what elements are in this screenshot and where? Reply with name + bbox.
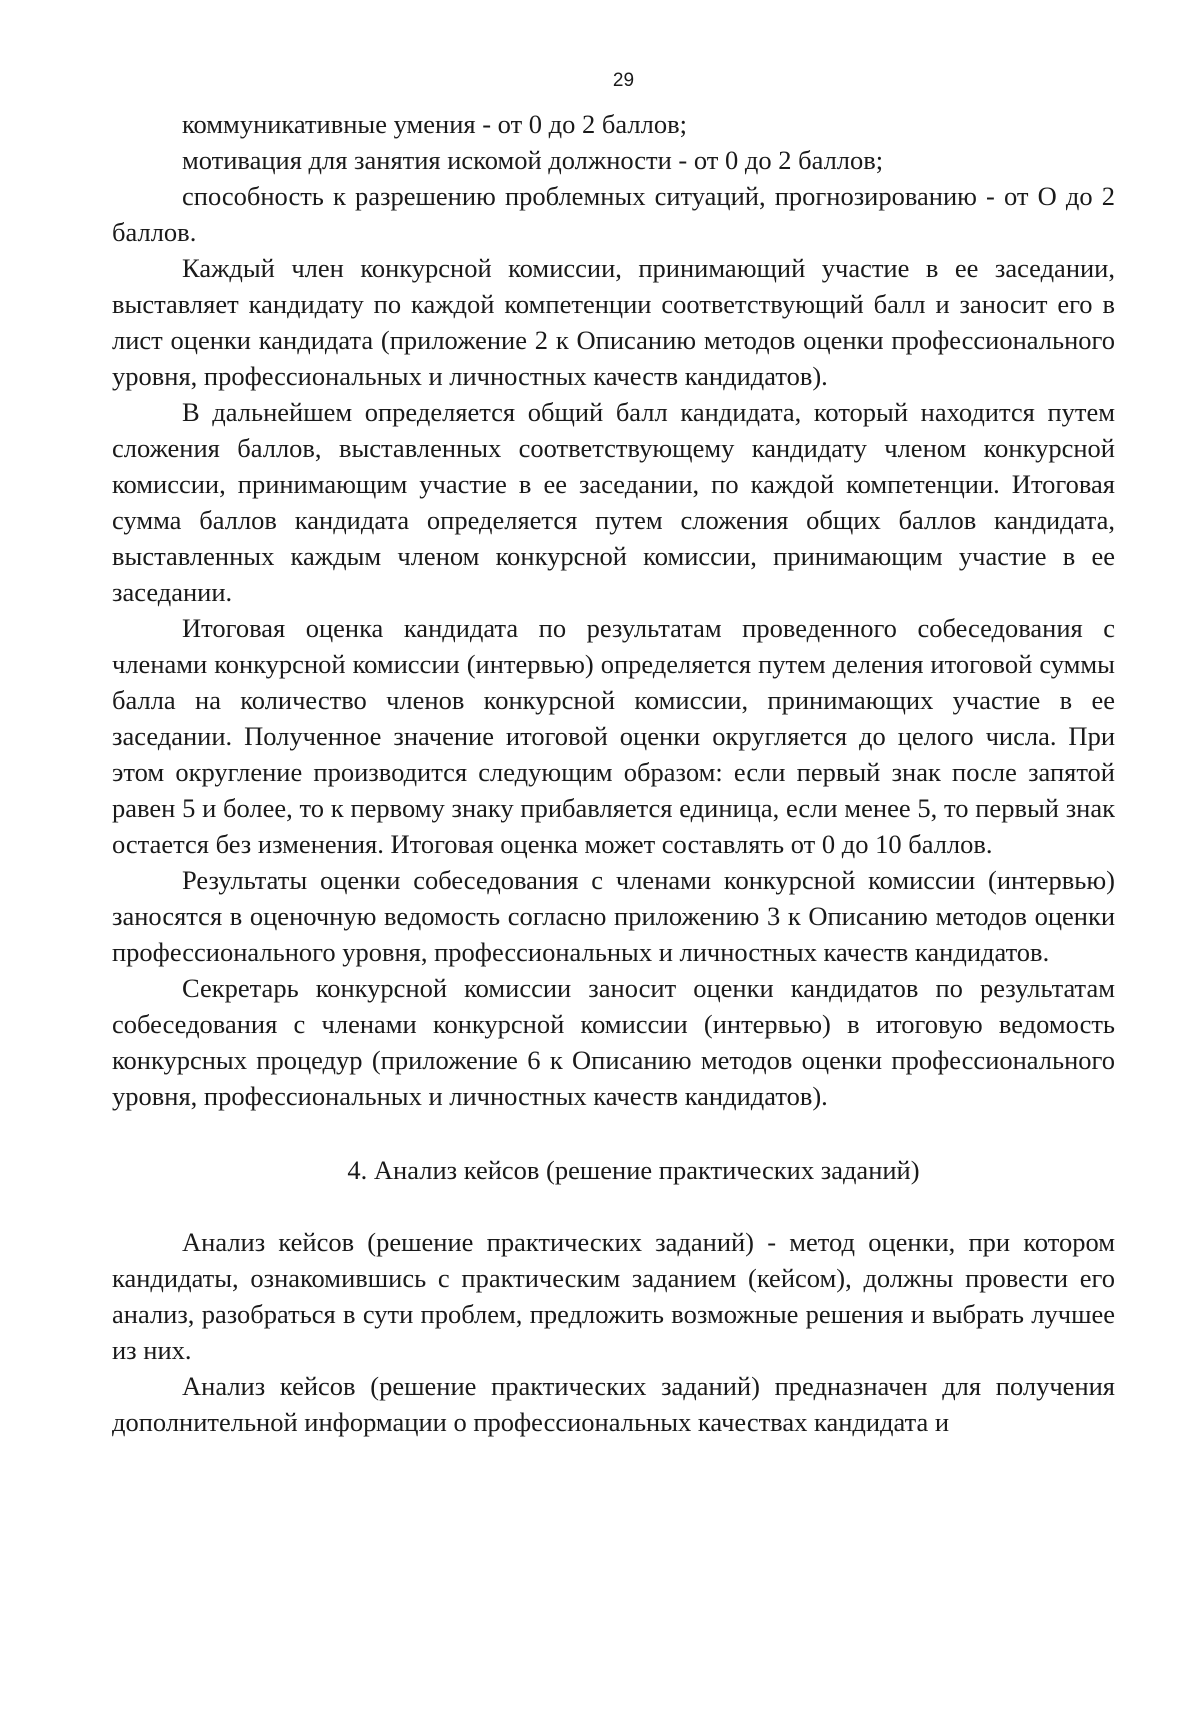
section-heading: 4. Анализ кейсов (решение практических заданий) bbox=[347, 1155, 920, 1185]
paragraph-total-score: В дальнейшем определяется общий балл кандидата, который находится путем сложения баллов, выставленных соответствующему кандидату членом конкурсной комиссии, принимающим участие в ее заседании, по каждой компетенции. Итоговая сумма баллов кандидата определяется путем сложения общих баллов кандидата, выставленных каждым членом конкурсной комиссии, принимающим участие в ее заседании. bbox=[112, 397, 1115, 607]
paragraph-final-assessment: Итоговая оценка кандидата по результатам проведенного собеседования с членами конкурсной комиссии (интервью) определяется путем деления итоговой суммы балла на количество членов конкурсной комиссии, принимающих участие в ее заседании. Полученное значение итоговой оценки округляется до целого числа. При этом округление производится следующим образом: если первый знак после запятой равен 5 и более, то к первому знаку прибавляется единица, если менее 5, то первый знак остается без изменения. Итоговая оценка может составлять от 0 до 10 баллов. bbox=[112, 613, 1115, 859]
paragraph-member-scoring: Каждый член конкурсной комиссии, принимающий участие в ее заседании, выставляет кандидату по каждой компетенции соответствующий балл и заносит его в лист оценки кандидата (приложение 2 к Описанию методов оценки профессионального уровня, профессиональных и личностных качеств кандидатов). bbox=[112, 253, 1115, 391]
document-page bbox=[112, 70, 1115, 1440]
paragraph-motivation: мотивация для занятия искомой должности - от 0 до 2 баллов; bbox=[182, 145, 884, 175]
page-number: 29 bbox=[612, 70, 635, 91]
paragraph-case-analysis-purpose: Анализ кейсов (решение практических заданий) предназначен для получения дополнительной информации о профессиональных качествах кандидата и bbox=[112, 1371, 1115, 1437]
paragraph-case-analysis-definition: Анализ кейсов (решение практических заданий) - метод оценки, при котором кандидаты, ознакомившись с практическим заданием (кейсом), должны провести его анализ, разобраться в сути проблем, предложить возможные решения и выбрать лучшее из них. bbox=[112, 1227, 1115, 1365]
paragraph-problem-solving: способность к разрешению проблемных ситуаций, прогнозированию - от О до 2 баллов. bbox=[112, 181, 1115, 247]
paragraph-communication-skills: коммуникативные умения - от 0 до 2 баллов; bbox=[182, 109, 687, 139]
paragraph-secretary: Секретарь конкурсной комиссии заносит оценки кандидатов по результатам собеседования с членами конкурсной комиссии (интервью) в итоговую ведомость конкурсных процедур (приложение 6 к Описанию методов оценки профессионального уровня, профессиональных и личностных качеств кандидатов). bbox=[112, 973, 1115, 1111]
paragraph-results-recording: Результаты оценки собеседования с членами конкурсной комиссии (интервью) заносятся в оценочную ведомость согласно приложению 3 к Описанию методов оценки профессионального уровня, профессиональных и личностных качеств кандидатов. bbox=[112, 865, 1115, 967]
